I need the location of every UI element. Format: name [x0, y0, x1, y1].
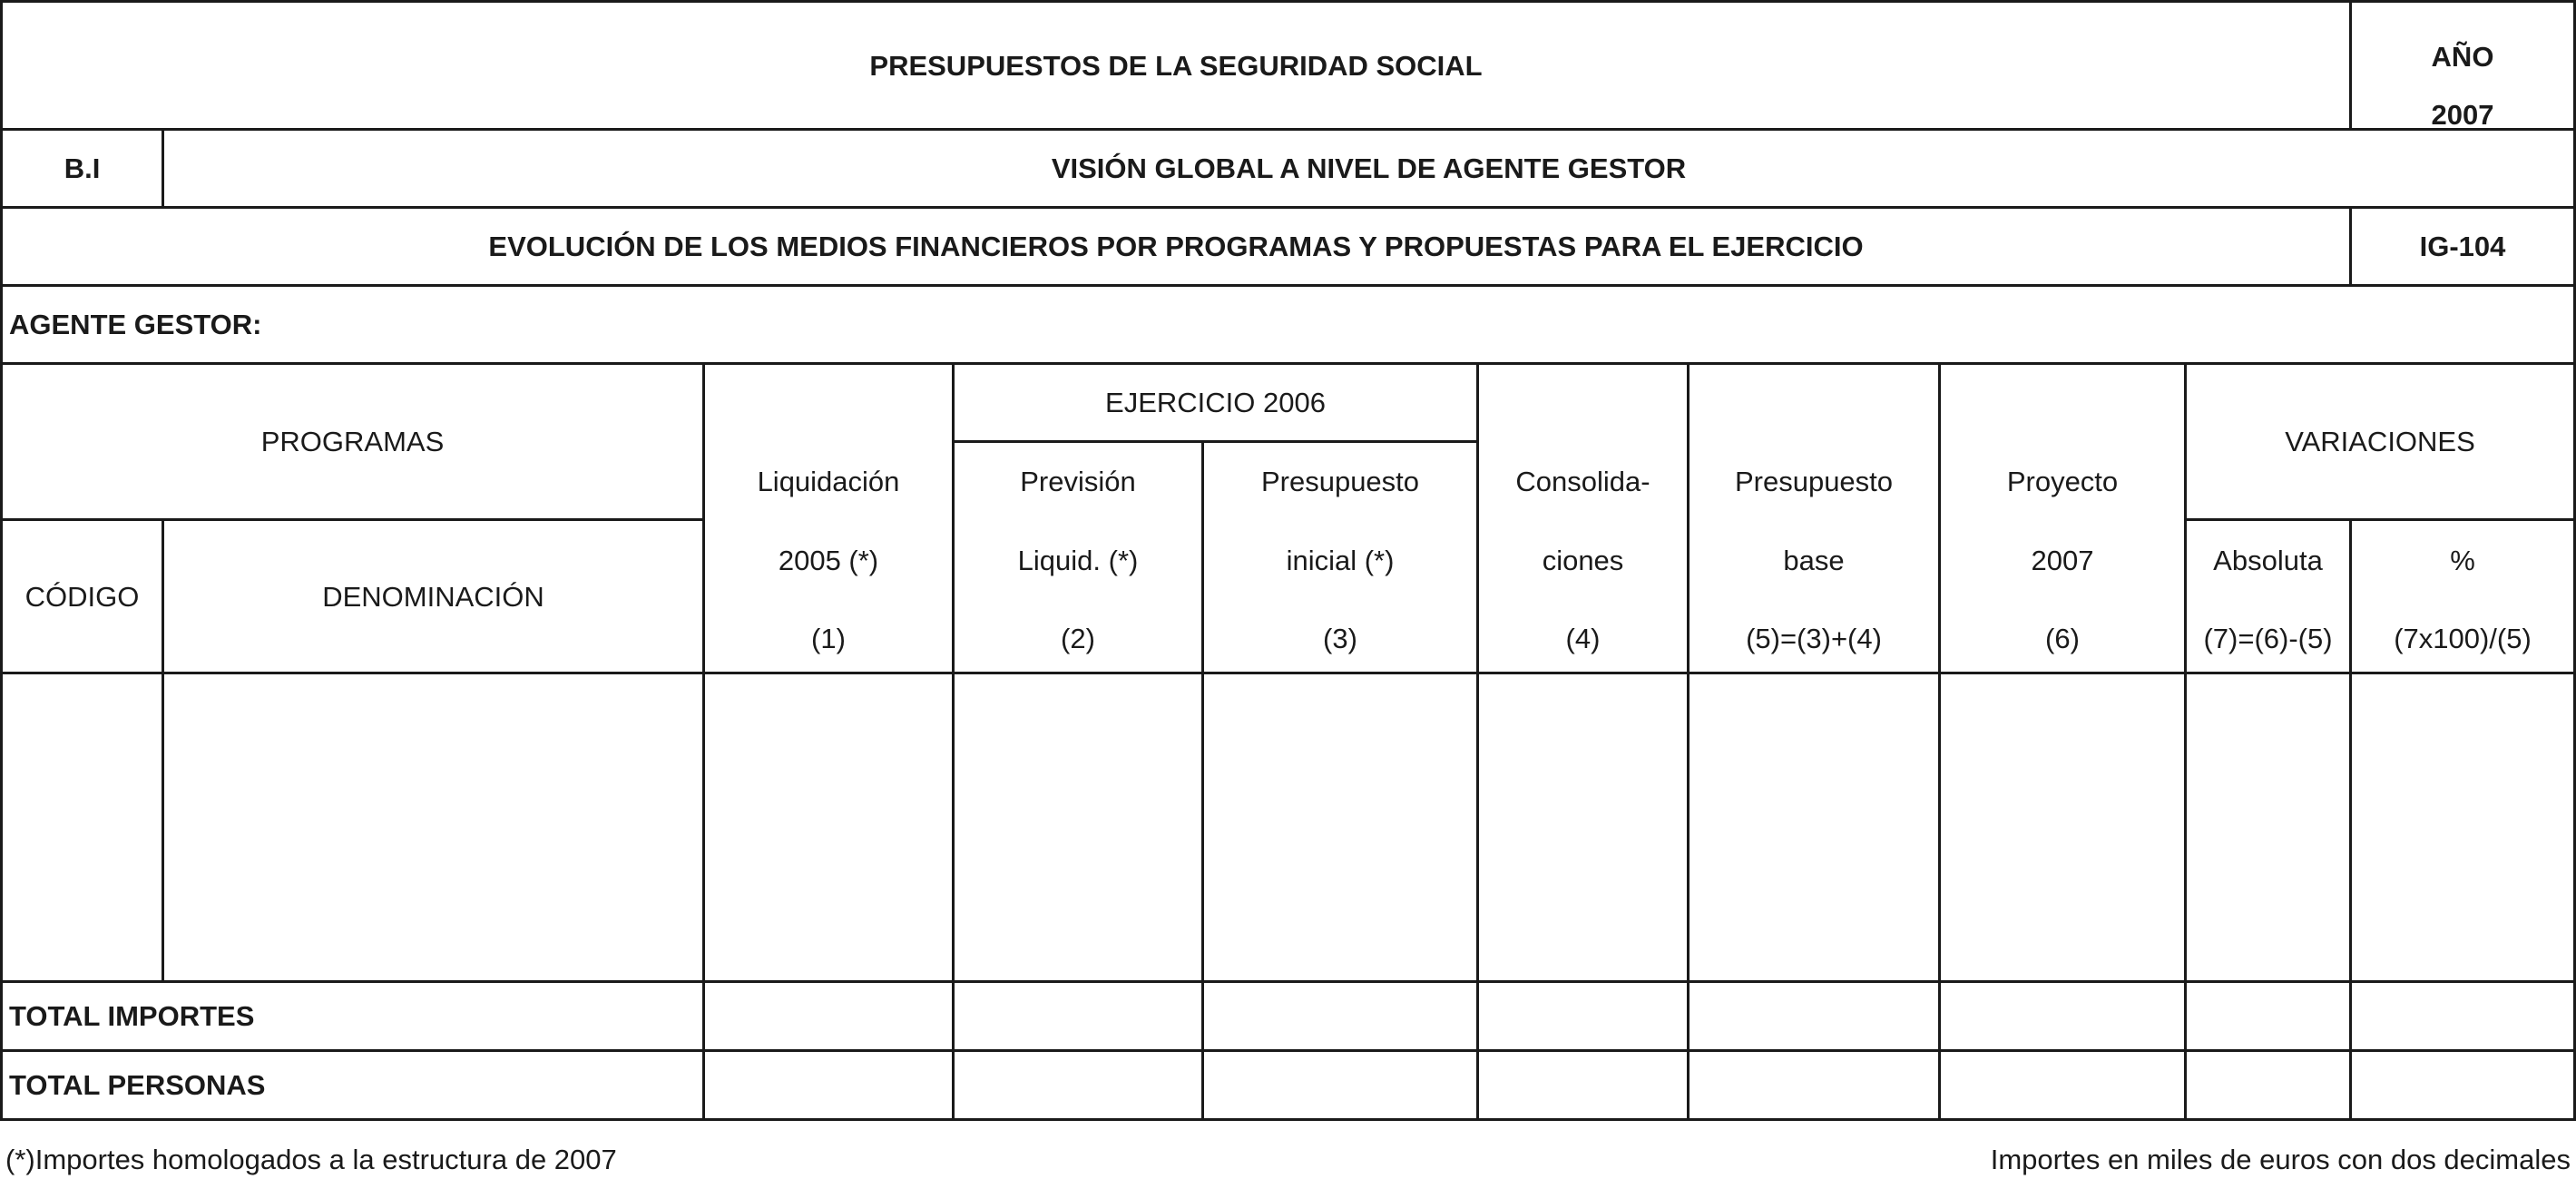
divider-ejercicio: [952, 440, 1476, 443]
column-header-line: Liquid. (*): [1017, 544, 1139, 576]
column-header-ref: (6): [2045, 622, 2080, 654]
total-personas-label: TOTAL PERSONAS: [9, 1069, 266, 1101]
year-label: AÑO: [2431, 40, 2494, 73]
total-importes-label: TOTAL IMPORTES: [9, 1000, 255, 1032]
divider-header-body: [0, 672, 2576, 674]
section-title: VISIÓN GLOBAL A NIVEL DE AGENTE GESTOR: [1051, 152, 1687, 184]
column-header-line: Proyecto: [2006, 465, 2119, 497]
report-title: EVOLUCIÓN DE LOS MEDIOS FINANCIEROS POR PROGRAMAS Y PROPUESTAS PARA EL EJERCICIO: [488, 231, 1864, 262]
year-value: 2007: [2431, 98, 2494, 131]
column-header-line: Liquidación: [757, 465, 900, 497]
border-bottom: [0, 1118, 2576, 1121]
column-header-line: Previsión: [1020, 465, 1136, 497]
column-header-ref: (3): [1323, 622, 1357, 654]
report-code: IG-104: [2419, 231, 2506, 262]
footnote-left: (*)Importes homologados a la estructura de 2007: [5, 1143, 617, 1175]
column-header-ref: (4): [1565, 622, 1601, 654]
footnote-right: Importes en miles de euros con dos decimales: [1990, 1143, 2571, 1175]
column-header-line: %: [2450, 544, 2475, 576]
variaciones-header: VARIACIONES: [2285, 426, 2475, 457]
divider-variaciones: [2184, 518, 2576, 521]
section-code: B.I: [64, 152, 101, 184]
column-header-line: Presupuesto: [1260, 465, 1420, 497]
column-header-line: base: [1783, 544, 1845, 576]
column-header-ref: (7x100)/(5): [2394, 622, 2532, 654]
column-header-line: Absoluta: [2213, 544, 2323, 576]
column-header-line: 2005 (*): [778, 544, 879, 576]
column-header-line: Consolida-: [1515, 465, 1650, 497]
column-header-line: Presupuesto: [1734, 465, 1894, 497]
codigo-header: CÓDIGO: [24, 580, 140, 613]
divider-col-8: [2349, 518, 2352, 1118]
ejercicio-header: EJERCICIO 2006: [1105, 387, 1326, 418]
denominacion-header: DENOMINACIÓN: [322, 580, 544, 613]
page-title: PRESUPUESTOS DE LA SEGURIDAD SOCIAL: [869, 49, 1483, 82]
column-header-ref: (1): [811, 622, 846, 654]
column-header-ref: (5)=(3)+(4): [1746, 622, 1882, 654]
column-header-ref: (2): [1061, 622, 1095, 654]
agent-label: AGENTE GESTOR:: [9, 309, 262, 340]
column-header-line: inicial (*): [1286, 544, 1395, 576]
column-header-ref: (7)=(6)-(5): [2203, 622, 2333, 654]
programas-header: PROGRAMAS: [260, 426, 445, 457]
column-header-line: 2007: [2031, 544, 2094, 576]
column-header-line: ciones: [1542, 544, 1624, 576]
